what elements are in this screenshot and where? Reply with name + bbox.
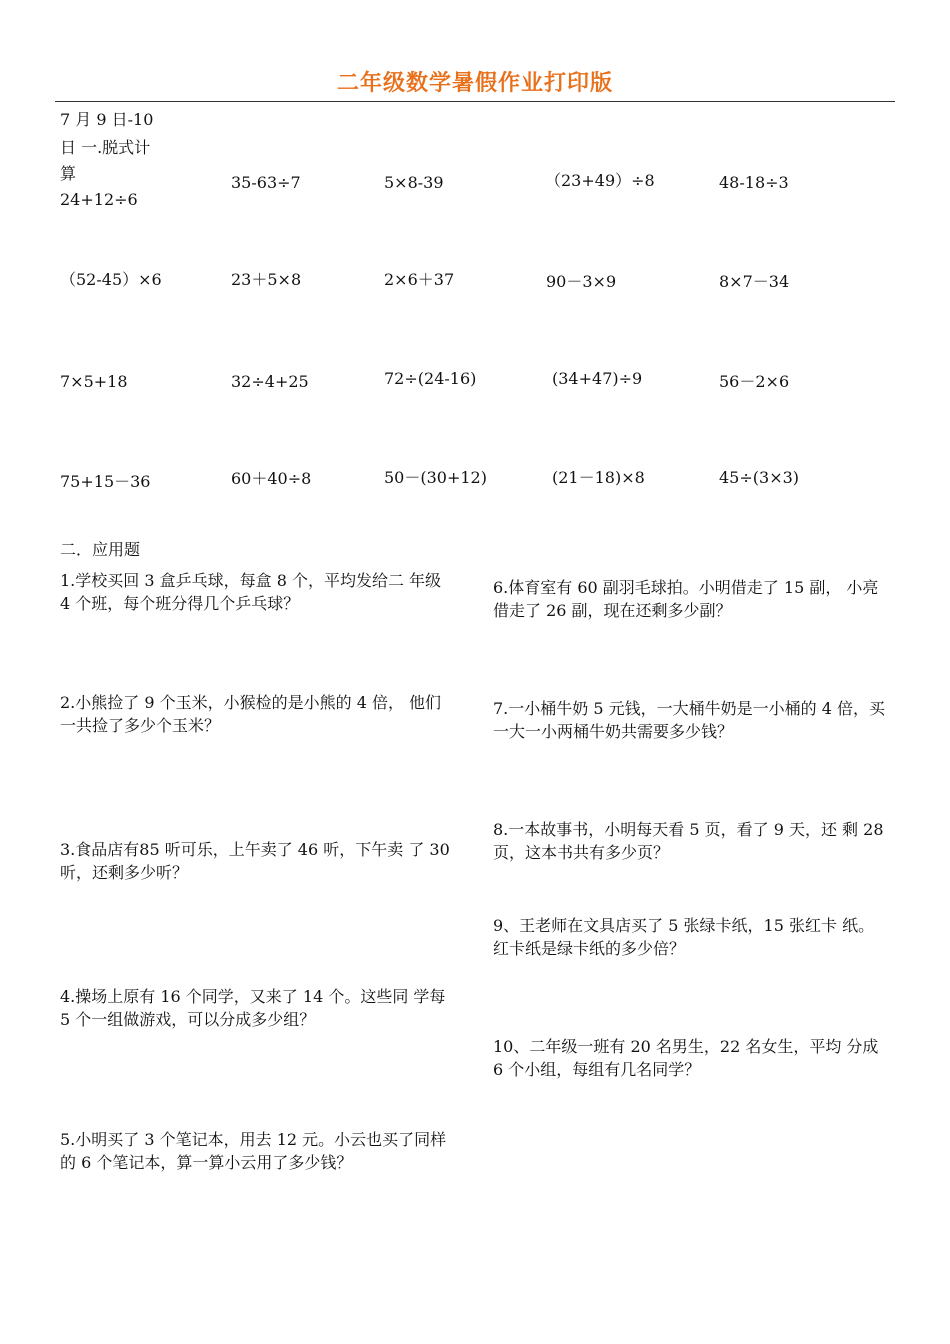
calc-item: （52-45）×6 bbox=[60, 270, 162, 289]
calc-item: 90－3×9 bbox=[546, 272, 617, 291]
word-problem: 9、王老师在文具店买了 5 张绿卡纸，15 张红卡 纸。红卡纸是绿卡纸的多少倍？ bbox=[493, 916, 875, 958]
calc-item: 45÷(3×3) bbox=[719, 468, 800, 487]
calc-item: 8×7－34 bbox=[719, 272, 790, 291]
section-heading-application: 二．应用题 bbox=[60, 540, 141, 559]
word-problem: 8.一本故事书，小明每天看 5 页，看了 9 天，还 剩 28 页，这本书共有多少页？ bbox=[493, 820, 884, 862]
date-line-2: 日 一.脱式计 bbox=[60, 138, 151, 157]
word-problem: 7.一小桶牛奶 5 元钱，一大桶牛奶是一小桶的 4 倍，买一大一小两桶牛奶共需要多少钱？ bbox=[493, 699, 885, 741]
date-line-3: 算 bbox=[60, 164, 77, 183]
calc-item: 72÷(24-16) bbox=[384, 369, 477, 388]
calc-item: 23＋5×8 bbox=[231, 270, 302, 289]
word-problem: 3.食品店有85 听可乐，上午卖了 46 听，下午卖 了 30 听，还剩多少听？ bbox=[60, 840, 450, 882]
title-divider bbox=[55, 101, 895, 102]
calc-item: （23+49）÷8 bbox=[545, 171, 655, 190]
page-title: 二年级数学暑假作业打印版 bbox=[336, 70, 613, 96]
calc-item: (21－18)×8 bbox=[552, 468, 645, 487]
calc-item: 5×8-39 bbox=[384, 173, 444, 192]
calc-item: 7×5+18 bbox=[60, 372, 128, 391]
word-problem: 2.小熊捡了 9 个玉米，小猴检的是小熊的 4 倍， 他们一共捡了多少个玉米？ bbox=[60, 693, 442, 735]
calc-item: 50－(30+12) bbox=[384, 468, 487, 487]
word-problem: 6.体育室有 60 副羽毛球拍。小明借走了 15 副， 小亮借走了 26 副，现在还剩多少副？ bbox=[493, 578, 879, 620]
calc-item: 2×6＋37 bbox=[384, 270, 455, 289]
calc-item: 56－2×6 bbox=[719, 372, 790, 391]
word-problem: 1.学校买回 3 盒乒乓球，每盒 8 个，平均发给二 年级 4 个班，每个班分得几个乒乓球？ bbox=[60, 571, 442, 613]
word-problem: 4.操场上原有 16 个同学，又来了 14 个。这些同 学每 5 个一组做游戏，可以分成多少组？ bbox=[60, 987, 446, 1029]
word-problem: 10、二年级一班有 20 名男生，22 名女生，平均 分成 6 个小组，每组有几名同学？ bbox=[493, 1037, 879, 1079]
calc-item: 32÷4+25 bbox=[231, 372, 309, 391]
calc-item: 60＋40÷8 bbox=[231, 469, 312, 488]
calc-item: 24+12÷6 bbox=[60, 190, 138, 209]
word-problem: 5.小明买了 3 个笔记本，用去 12 元。小云也买了同样的 6 个笔记本，算一算小云用了多少钱？ bbox=[60, 1130, 447, 1172]
calc-item: 35-63÷7 bbox=[231, 173, 301, 192]
calc-item: 75+15－36 bbox=[60, 472, 151, 491]
calc-item: 48-18÷3 bbox=[719, 173, 789, 192]
date-line-1: 7 月 9 日-10 bbox=[60, 110, 154, 129]
calc-item: (34+47)÷9 bbox=[552, 369, 643, 388]
